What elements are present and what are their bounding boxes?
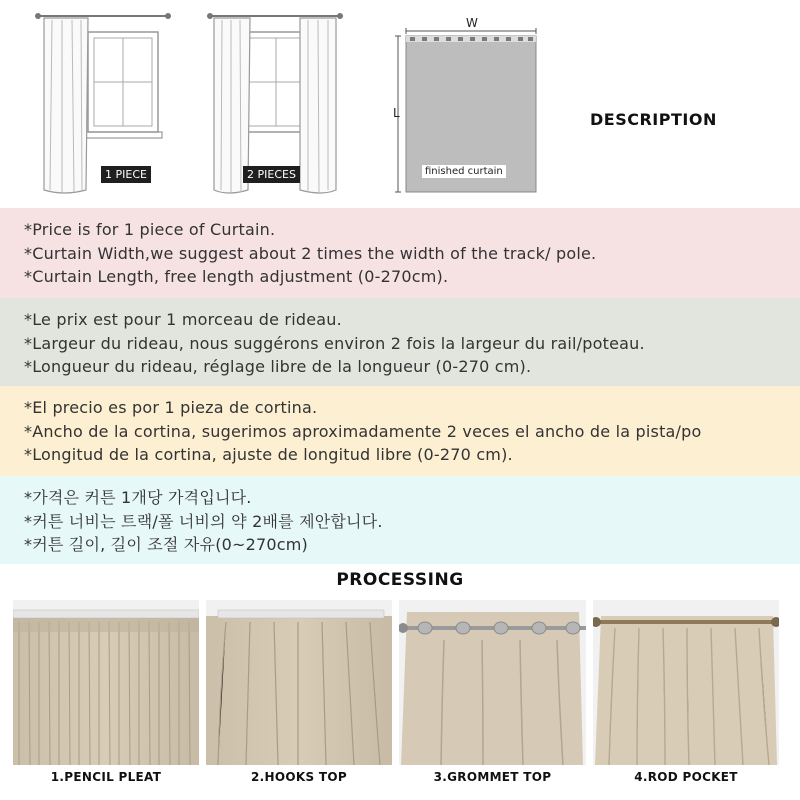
french-description [0, 298, 800, 386]
french-line: *Largeur du rideau, nous suggérons environ 2 fois la largeur du rail/poteau. [24, 333, 645, 353]
spanish-line: *Longitud de la cortina, ajuste de longitud libre (0-270 cm). [24, 445, 513, 464]
korean-line: *커튼 너비는 트랙/폴 너비의 약 2배를 제안합니다. [24, 511, 383, 531]
grommet-top-caption: 3.GROMMET TOP [433, 770, 552, 784]
finished-curtain-label: finished curtain [422, 165, 506, 178]
grommet-top-photo [399, 600, 586, 765]
spanish-description [0, 386, 800, 476]
rod-pocket-caption: 4.ROD POCKET [634, 770, 738, 784]
english-line: *Curtain Length, free length adjustment (0-270cm). [24, 267, 449, 286]
description-title: DESCRIPTION [590, 110, 717, 129]
spanish-line: *El precio es por 1 pieza de cortina. [24, 398, 318, 417]
french-line: *Longueur du rideau, réglage libre de la longueur (0-270 cm). [24, 357, 532, 376]
two-pieces-label: 2 PIECES [243, 166, 300, 183]
english-description [0, 208, 800, 298]
hooks-top-caption: 2.HOOKS TOP [251, 770, 347, 784]
length-label: L [393, 106, 400, 120]
pencil-pleat-caption: 1.PENCIL PLEAT [50, 770, 162, 784]
one-piece-label: 1 PIECE [101, 166, 151, 183]
french-line: *Le prix est pour 1 morceau de rideau. [24, 310, 342, 329]
spanish-line: *Ancho de la cortina, sugerimos aproximadamente 2 veces el ancho de la pista/po [24, 421, 702, 441]
rod-pocket-photo [593, 600, 779, 765]
pencil-pleat-photo [13, 600, 199, 765]
korean-line: *커튼 길이, 길이 조절 자유(0~270cm) [24, 535, 308, 554]
english-line: *Price is for 1 piece of Curtain. [24, 220, 276, 239]
processing-title: PROCESSING [336, 570, 464, 590]
width-label: W [466, 16, 478, 30]
english-line: *Curtain Width,we suggest about 2 times the width of the track/ pole. [24, 243, 597, 263]
hooks-top-photo [206, 600, 392, 765]
size-illustration [0, 0, 800, 208]
korean-description [0, 476, 800, 564]
korean-line: *가격은 커튼 1개당 가격입니다. [24, 488, 252, 507]
